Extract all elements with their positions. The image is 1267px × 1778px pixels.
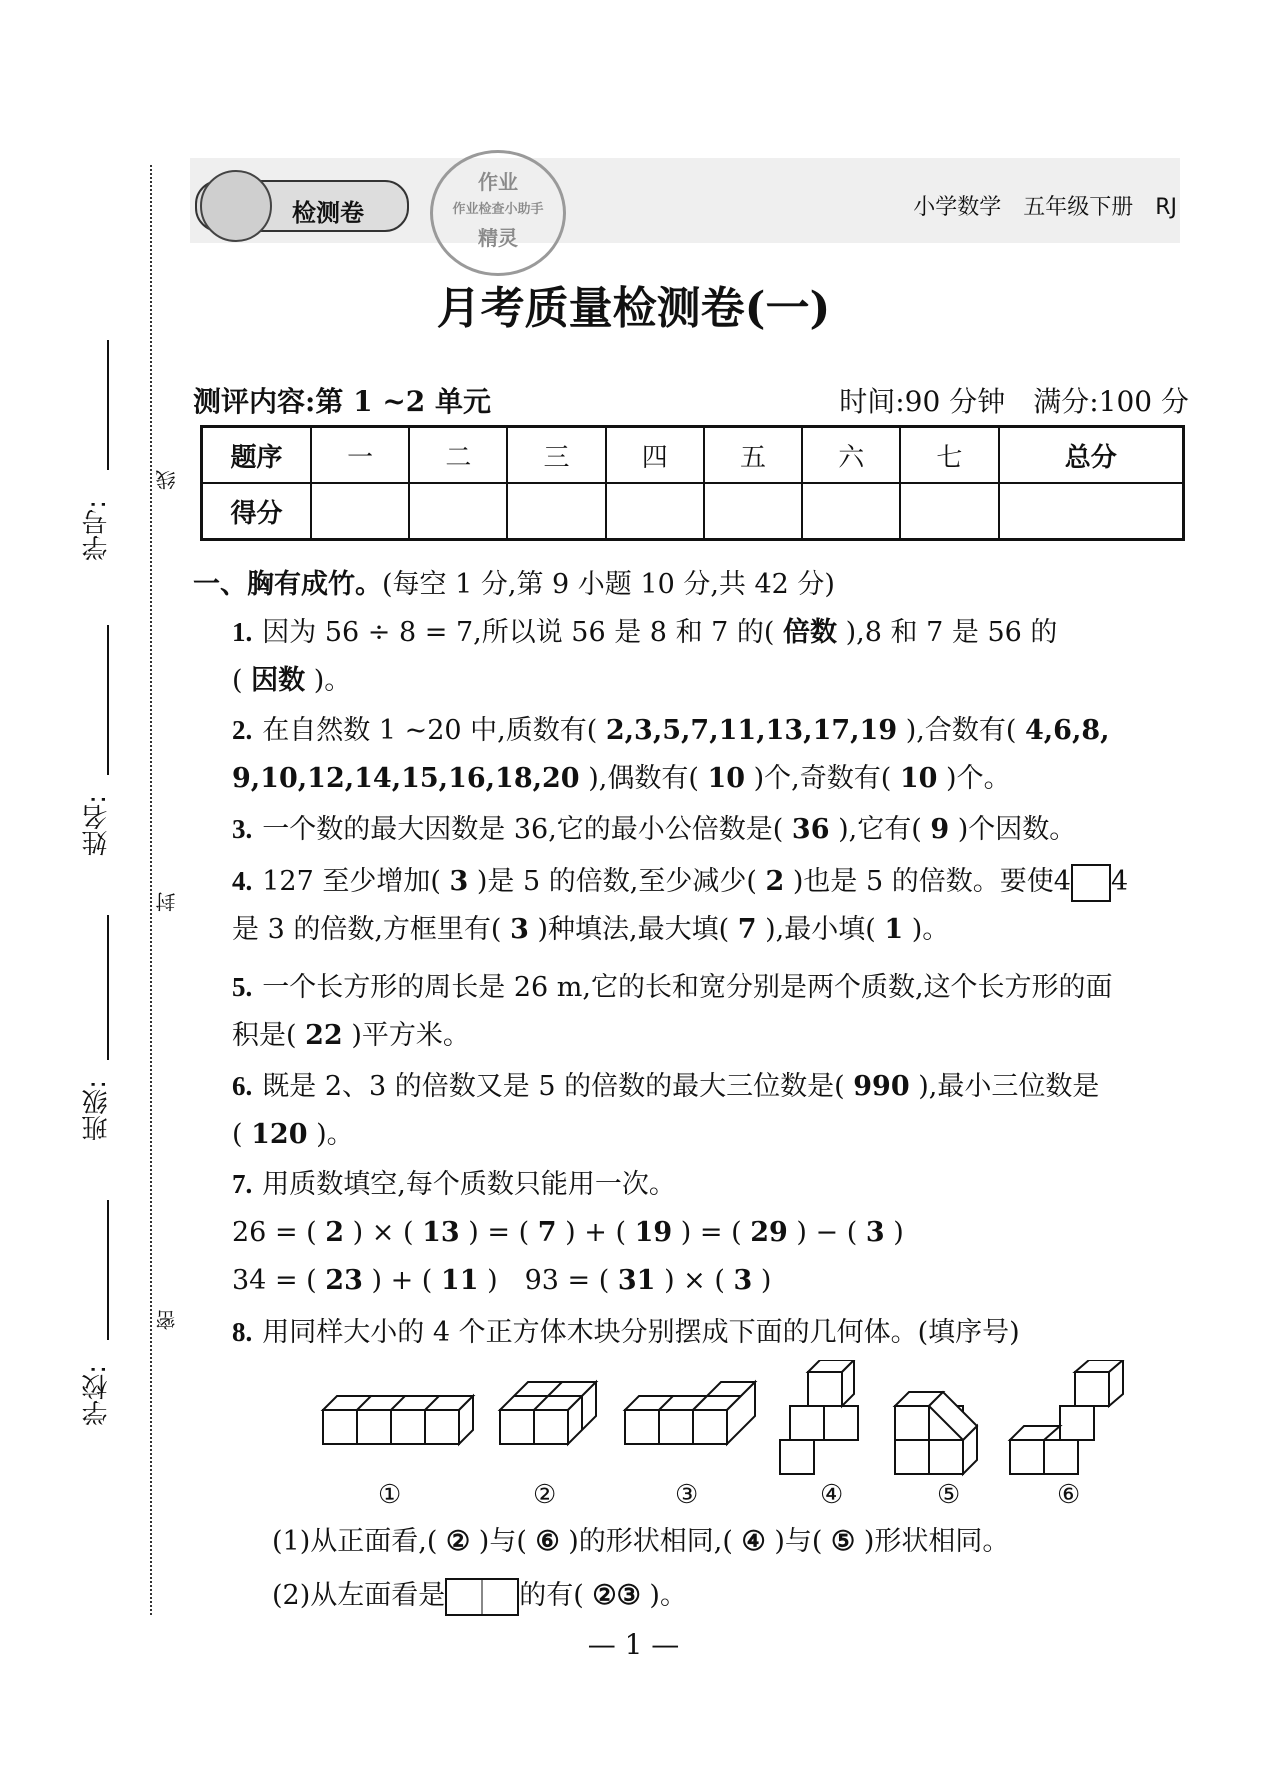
answer: 倍数	[783, 617, 838, 648]
text: )与(	[478, 1526, 527, 1557]
text: 用质数填空,每个质数只能用一次。	[262, 1169, 676, 1200]
class-label: 班级:	[82, 1080, 112, 1141]
class-line	[107, 915, 109, 1060]
text: )。	[911, 914, 950, 945]
score-header: 二	[409, 427, 507, 484]
answer: 36	[791, 814, 830, 845]
answer: 3	[733, 1265, 753, 1296]
text: 34 = (	[232, 1265, 317, 1296]
figure-6-icon	[1010, 1360, 1123, 1474]
answer: 2	[765, 866, 785, 897]
score-cell	[606, 483, 704, 540]
question-number: 8.	[232, 1317, 253, 1347]
text: )个。	[946, 763, 1011, 794]
answer: 4,6,8,	[1024, 715, 1110, 746]
answer: 990	[853, 1071, 910, 1102]
stamp-line-2: 作业检查小助手	[452, 202, 544, 217]
cube-figures	[315, 1360, 1175, 1510]
text: (	[232, 665, 243, 696]
answer: 10	[899, 763, 938, 794]
question-8	[232, 1308, 1020, 1357]
figure-label: ⑤	[937, 1480, 961, 1510]
question-number: 5.	[232, 972, 253, 1002]
answer: 3	[865, 1217, 885, 1248]
text: ),它有(	[838, 814, 922, 845]
text: ) × (	[664, 1265, 725, 1296]
time-and-score: 时间:90 分钟 满分:100 分	[839, 385, 1189, 418]
answer: 7	[537, 1217, 557, 1248]
text: ),偶数有(	[588, 763, 699, 794]
figure-4-icon	[780, 1360, 858, 1474]
student-id-label: 学号:	[82, 500, 112, 561]
cut-mark-line: 线	[152, 470, 181, 490]
figure-label: ③	[675, 1480, 699, 1510]
text: 因为 56 ÷ 8 = 7,所以说 56 是 8 和 7 的(	[262, 617, 775, 648]
answer: 11	[440, 1265, 479, 1296]
text: ) × (	[352, 1217, 414, 1248]
text: 127 至少增加(	[262, 866, 441, 897]
figure-2-icon	[500, 1382, 596, 1444]
text: 的有(	[519, 1580, 584, 1611]
text: )。	[316, 1119, 354, 1150]
figure-label: ①	[378, 1480, 402, 1510]
binding-dotted-line	[150, 165, 152, 1615]
question-number: 7.	[232, 1169, 253, 1199]
question-number: 1.	[232, 617, 253, 647]
question-number: 2.	[232, 715, 253, 745]
text: 一个数的最大因数是 36,它的最小公倍数是(	[262, 814, 784, 845]
score-cell	[704, 483, 802, 540]
question-number: 3.	[232, 814, 253, 844]
figure-label: ②	[533, 1480, 557, 1510]
text: ),最小填(	[765, 914, 876, 945]
text: ) = (	[468, 1217, 530, 1248]
score-table-header-row	[202, 427, 1184, 484]
text: )个因数。	[957, 814, 1077, 845]
section-heading: 一、胸有成竹。	[193, 569, 382, 600]
text: ) − (	[796, 1217, 858, 1248]
answer: 31	[617, 1265, 656, 1296]
test-scope: 测评内容:第 1 ~2 单元	[193, 385, 492, 418]
text: ) + (	[371, 1265, 433, 1296]
score-header: 题序	[202, 427, 312, 484]
question-number: 6.	[232, 1071, 253, 1101]
answer: 19	[634, 1217, 673, 1248]
text: 用同样大小的 4 个正方体木块分别摆成下面的几何体。(填序号)	[262, 1317, 1020, 1348]
text: )	[760, 1265, 772, 1296]
school-line	[107, 1200, 109, 1340]
figure-label: ④	[820, 1480, 844, 1510]
figure-1-icon	[323, 1396, 473, 1444]
text: ) = (	[680, 1217, 742, 1248]
text: )是 5 的倍数,至少减少(	[476, 866, 757, 897]
question-1	[232, 608, 1057, 705]
answer: 9	[930, 814, 950, 845]
answer: 1	[884, 914, 904, 945]
name-label: 姓名:	[82, 795, 112, 856]
equation-line-2	[232, 1265, 771, 1296]
answer: 23	[325, 1265, 363, 1296]
student-id-line	[107, 340, 109, 470]
blank-box	[1071, 864, 1111, 902]
score-cell	[999, 483, 1184, 540]
score-header: 六	[802, 427, 900, 484]
text: )	[893, 1217, 904, 1248]
answer: 2,3,5,7,11,13,17,19	[605, 715, 898, 746]
badge-label: 检测卷	[292, 199, 364, 227]
answer: 2	[325, 1217, 345, 1248]
text: 是 3 的倍数,方框里有(	[232, 914, 502, 945]
score-header: 三	[507, 427, 605, 484]
text: ),8 和 7 是 56 的	[845, 617, 1058, 648]
text: (	[232, 1119, 243, 1150]
text: 一个长方形的周长是 26 m,它的长和宽分别是两个质数,这个长方形的面	[262, 972, 1113, 1003]
question-5	[232, 963, 1113, 1060]
section-note: (每空 1 分,第 9 小题 10 分,共 42 分)	[382, 569, 835, 600]
answer: ②③	[592, 1580, 641, 1611]
two-square-shape-icon	[445, 1578, 519, 1616]
score-cell	[409, 483, 507, 540]
text: 4	[1110, 866, 1129, 897]
answer: ②	[445, 1526, 471, 1557]
name-line	[107, 625, 109, 775]
answer: 10	[707, 763, 746, 794]
score-table-row	[202, 483, 1184, 540]
question-8-part-2	[272, 1572, 687, 1620]
score-cell	[311, 483, 409, 540]
answer: 22	[305, 1020, 343, 1051]
answer: 13	[422, 1217, 460, 1248]
score-cell	[802, 483, 900, 540]
stamp-line-3: 精灵	[478, 226, 518, 250]
page-number: — 1 —	[587, 1628, 680, 1661]
text: 既是 2、3 的倍数又是 5 的倍数的最大三位数是(	[262, 1071, 845, 1102]
question-8-part-1	[272, 1518, 1009, 1566]
answer: 29	[750, 1217, 788, 1248]
text: 积是(	[232, 1020, 297, 1051]
section-title	[193, 562, 835, 601]
question-3	[232, 805, 1076, 854]
text: )。	[313, 665, 352, 696]
answer: 3	[510, 914, 529, 945]
text: ),合数有(	[905, 715, 1017, 746]
text: )也是 5 的倍数。要使4	[792, 866, 1071, 897]
answer: 9,10,12,14,15,16,18,20	[232, 763, 580, 794]
answer: 120	[251, 1119, 308, 1150]
answer: ⑥	[535, 1526, 560, 1557]
score-cell	[507, 483, 605, 540]
cut-mark-seal: 封	[152, 892, 181, 912]
score-header: 一	[311, 427, 409, 484]
text: 26 = (	[232, 1217, 317, 1248]
question-6	[232, 1062, 1099, 1159]
score-cell	[900, 483, 998, 540]
text: )与(	[774, 1526, 823, 1557]
text: )的形状相同,(	[568, 1526, 733, 1557]
question-number: 4.	[232, 866, 253, 896]
stamp-line-1: 作业	[478, 170, 518, 194]
cube-figures-drawing	[315, 1360, 1175, 1480]
cut-mark-secret: 密	[152, 1310, 181, 1330]
score-table	[200, 425, 1185, 541]
answer: ④	[741, 1526, 766, 1557]
subject-label: 小学数学 五年级下册 RJ	[913, 195, 1177, 220]
school-label: 学校:	[82, 1365, 112, 1426]
text: (2)从左面看是	[272, 1580, 446, 1611]
figure-3-icon	[625, 1382, 755, 1444]
text: )个,奇数有(	[753, 763, 892, 794]
text: )种填法,最大填(	[537, 914, 730, 945]
text: )平方米。	[351, 1020, 470, 1051]
question-4	[232, 857, 1128, 954]
text: )。	[649, 1580, 687, 1611]
text: ),最小三位数是	[918, 1071, 1100, 1102]
stamp-logo	[430, 150, 566, 276]
answer: 7	[737, 914, 757, 945]
answer: 因数	[251, 665, 306, 696]
question-7	[232, 1160, 904, 1305]
text: 在自然数 1 ~20 中,质数有(	[262, 715, 598, 746]
text: )形状相同。	[863, 1526, 1010, 1557]
text: (1)从正面看,(	[272, 1526, 438, 1557]
figure-5-icon	[895, 1392, 977, 1474]
score-header: 四	[606, 427, 704, 484]
equation-line-1	[232, 1217, 904, 1248]
text: ) 93 = (	[487, 1265, 610, 1296]
score-header: 五	[704, 427, 802, 484]
score-header: 总分	[999, 427, 1184, 484]
figure-label: ⑥	[1057, 1480, 1081, 1510]
score-header: 七	[900, 427, 998, 484]
answer: 3	[449, 866, 469, 897]
text: ) + (	[565, 1217, 626, 1248]
answer: ⑤	[831, 1526, 856, 1557]
page-title: 月考质量检测卷(一)	[436, 283, 831, 334]
score-row-label: 得分	[202, 483, 312, 540]
mascot-icon	[200, 170, 272, 242]
question-2	[232, 706, 1110, 803]
